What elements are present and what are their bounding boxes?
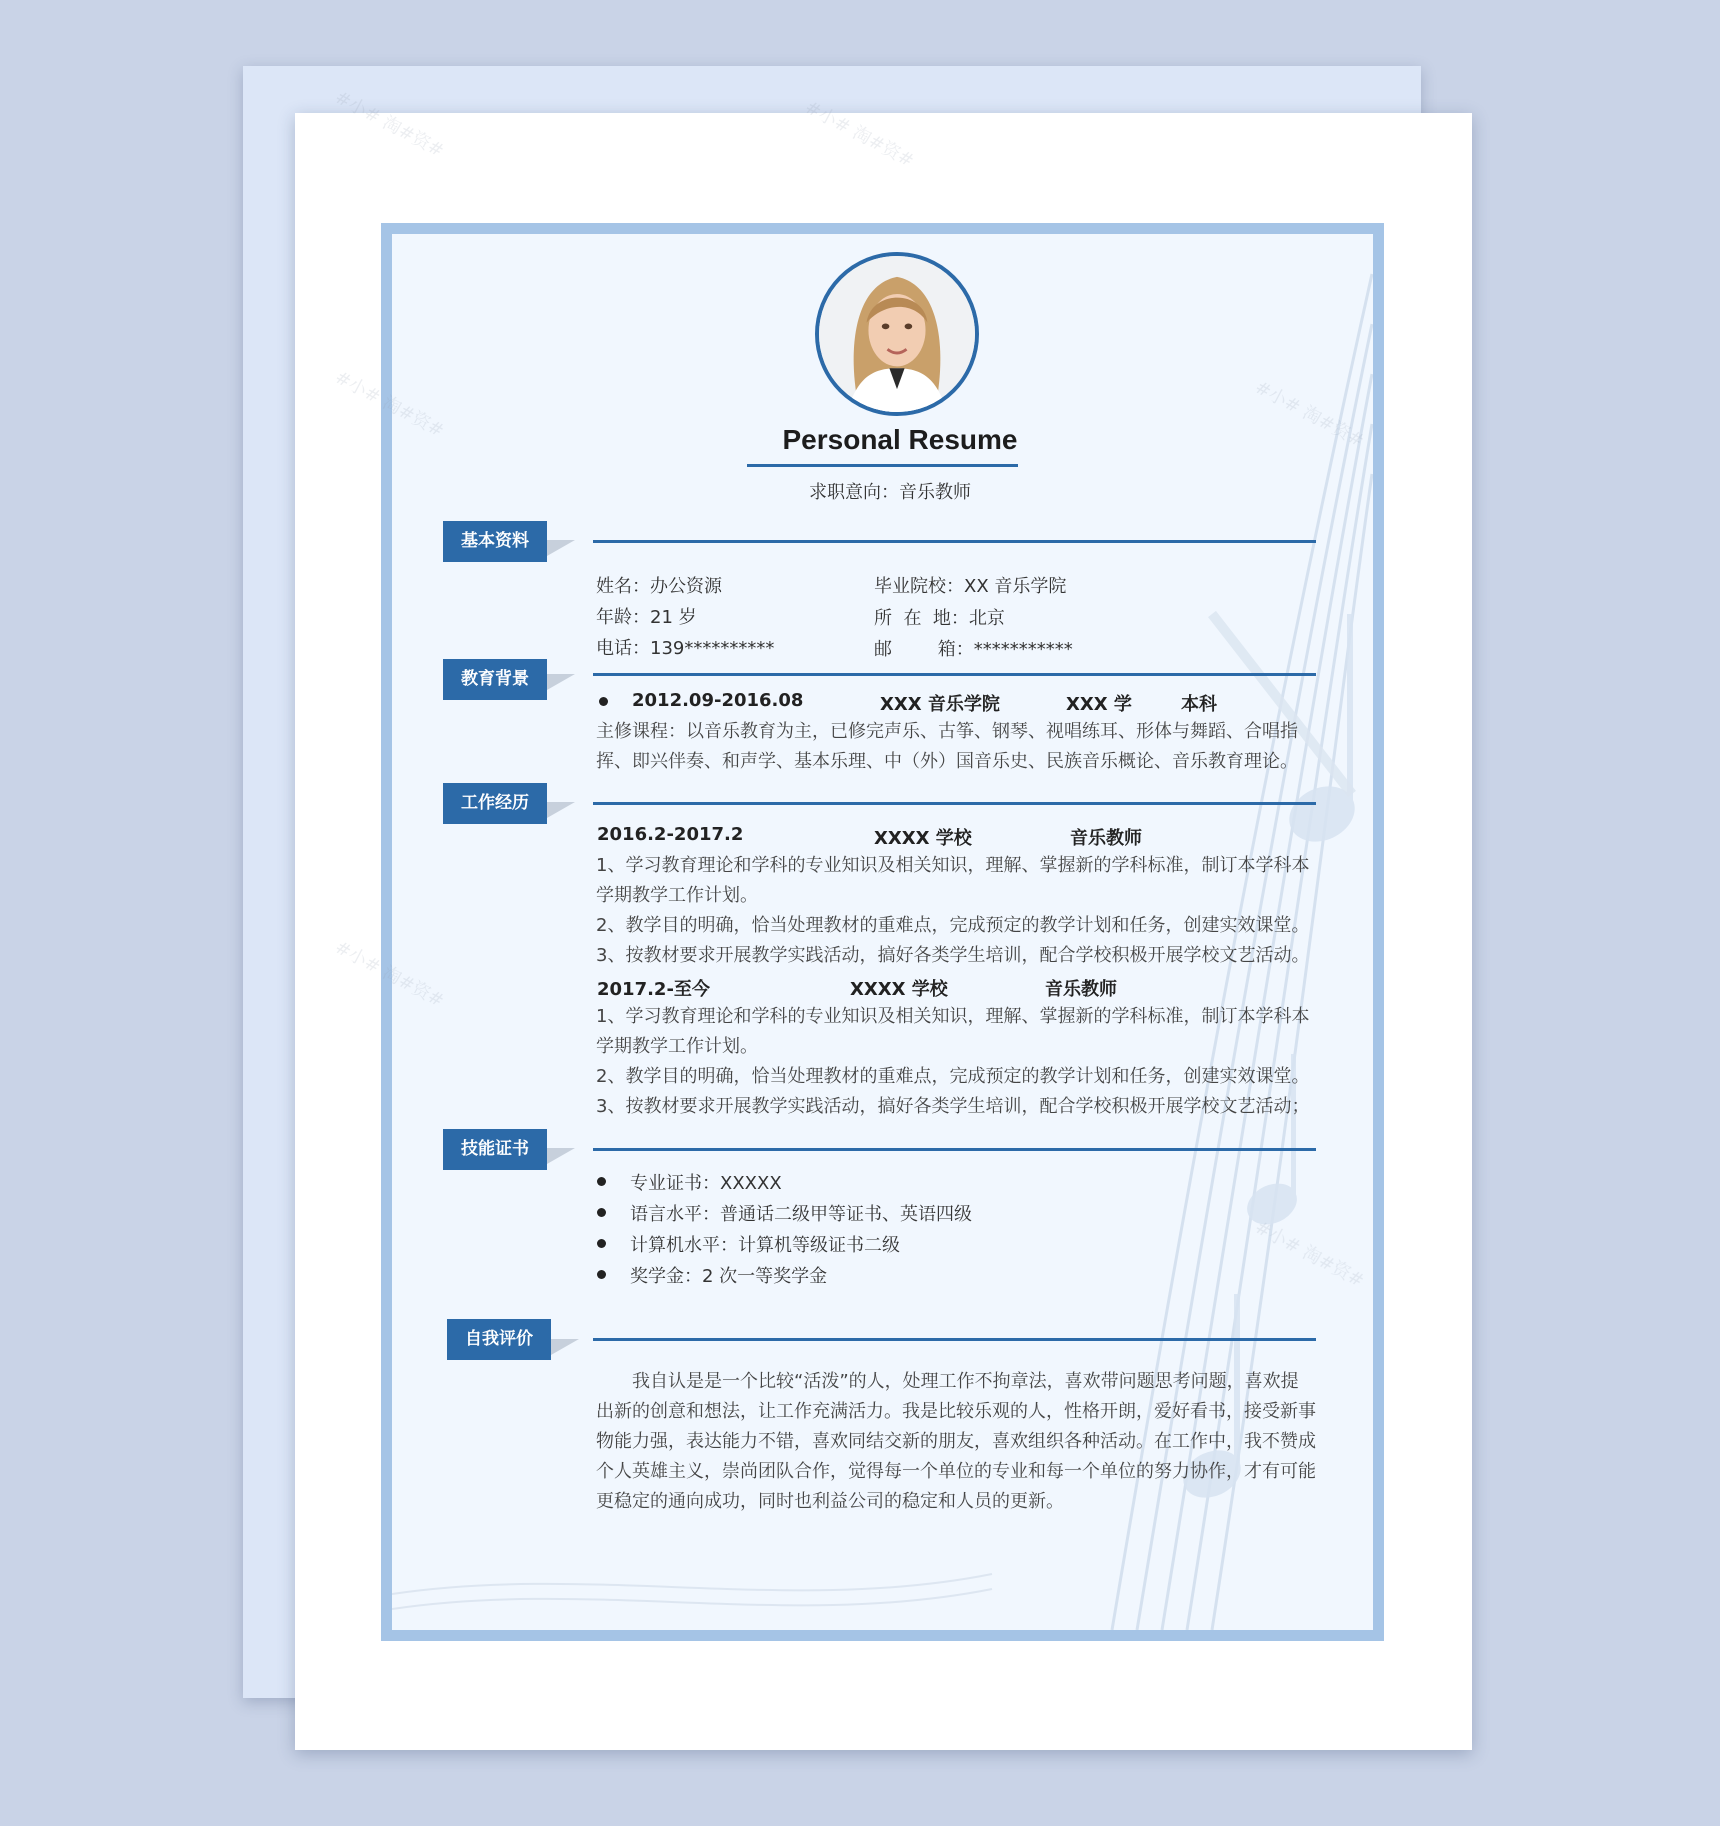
skill-item-4: 奖学金：2 次一等奖学金 [630, 1266, 828, 1287]
education-period: 2012.09-2016.08 [632, 690, 804, 711]
skill-item-1: 专业证书：XXXXX [630, 1173, 782, 1194]
section-label-basic: 基本资料 [443, 521, 547, 562]
work-2-line-3: 2、教学目的明确，恰当处理教材的重难点，完成预定的教学计划和任务，创建实效课堂。 [596, 1066, 1310, 1087]
section-line-work [593, 802, 1316, 805]
work-1-line-2: 学期教学工作计划。 [596, 885, 758, 906]
watermark-3: #小# 淘#资# [331, 366, 448, 442]
section-tail-work [547, 802, 575, 818]
section-label-work: 工作经历 [443, 783, 547, 824]
work-1-line-1: 1、学习教育理论和学科的专业知识及相关知识，理解、掌握新的学科标准，制订本学科本 [596, 855, 1310, 876]
work-1-role: 音乐教师 [1070, 828, 1142, 849]
education-degree: 本科 [1181, 694, 1217, 715]
education-courses-line-2: 挥、即兴伴奏、和声学、基本乐理、中（外）国音乐史、民族音乐概论、音乐教育理论。 [596, 751, 1298, 772]
section-line-self [593, 1338, 1316, 1341]
info-email: 邮 箱：*********** [874, 639, 1073, 660]
skill-bullet-1 [597, 1177, 606, 1186]
work-1-line-4: 3、按教材要求开展教学实践活动，搞好各类学生培训，配合学校积极开展学校文艺活动。 [596, 945, 1310, 966]
section-label-education: 教育背景 [443, 659, 547, 700]
watermark-5: #小# 淘#资# [331, 936, 448, 1012]
education-major: XXX 学 [1066, 694, 1132, 715]
work-1-org: XXXX 学校 [874, 828, 972, 849]
resume-title: Personal Resume [782, 424, 1018, 455]
section-tail-self [551, 1339, 579, 1355]
section-tail-skills [547, 1148, 575, 1164]
skill-item-3: 计算机水平：计算机等级证书二级 [630, 1235, 900, 1256]
watermark-1: #小# 淘#资# [331, 86, 448, 162]
education-school: XXX 音乐学院 [880, 694, 1000, 715]
section-line-basic [593, 540, 1316, 543]
work-2-line-4: 3、按教材要求开展教学实践活动，搞好各类学生培训，配合学校积极开展学校文艺活动； [596, 1096, 1310, 1117]
self-eval-line-5: 更稳定的通向成功，同时也利益公司的稳定和人员的更新。 [596, 1491, 1064, 1512]
work-2-org: XXXX 学校 [850, 979, 948, 1000]
watermark-4: #小# 淘#资# [1251, 376, 1368, 452]
skill-item-2: 语言水平：普通话二级甲等证书、英语四级 [630, 1204, 972, 1225]
work-2-period: 2017.2-至今 [597, 979, 710, 1000]
info-school: 毕业院校：XX 音乐学院 [874, 576, 1067, 597]
skill-bullet-3 [597, 1239, 606, 1248]
self-eval-line-3: 物能力强，表达能力不错，喜欢同结交新的朋友，喜欢组织各种活动。在工作中，我不赞成 [596, 1431, 1316, 1452]
work-2-line-2: 学期教学工作计划。 [596, 1036, 758, 1057]
skill-bullet-4 [597, 1270, 606, 1279]
section-label-skills: 技能证书 [443, 1129, 547, 1170]
section-tail-basic [547, 540, 575, 556]
skill-bullet-2 [597, 1208, 606, 1217]
work-2-role: 音乐教师 [1045, 979, 1117, 1000]
self-eval-line-2: 出新的创意和想法，让工作充满活力。我是比较乐观的人，性格开朗，爱好看书，接受新事 [596, 1401, 1316, 1422]
info-name: 姓名：办公资源 [596, 576, 722, 597]
info-phone: 电话：139********** [596, 638, 775, 659]
watermark-6: #小# 淘#资# [1251, 1216, 1368, 1292]
section-label-self: 自我评价 [447, 1319, 551, 1360]
self-eval-line-4: 个人英雄主义，崇尚团队合作，觉得每一个单位的专业和每一个单位的努力协作，才有可能 [596, 1461, 1316, 1482]
watermark-2: #小# 淘#资# [801, 96, 918, 172]
self-eval-line-1: 我自认是是一个比较“活泼”的人，处理工作不拘章法，喜欢带问题思考问题，喜欢提 [632, 1371, 1299, 1392]
job-objective: 求职意向：音乐教师 [809, 482, 971, 503]
education-bullet [599, 697, 608, 706]
section-line-education [593, 673, 1316, 676]
section-tail-education [547, 674, 575, 690]
info-age: 年龄：21 岁 [596, 607, 697, 628]
info-location: 所 在 地：北京 [874, 608, 1005, 629]
portrait-illustration [819, 256, 975, 412]
section-line-skills [593, 1148, 1316, 1151]
work-1-line-3: 2、教学目的明确，恰当处理教材的重难点，完成预定的教学计划和任务，创建实效课堂。 [596, 915, 1310, 936]
profile-photo [815, 252, 979, 416]
title-underline [747, 464, 1018, 467]
work-1-period: 2016.2-2017.2 [597, 824, 744, 845]
education-courses-line-1: 主修课程：以音乐教育为主，已修完声乐、古筝、钢琴、视唱练耳、形体与舞蹈、合唱指 [596, 721, 1298, 742]
work-2-line-1: 1、学习教育理论和学科的专业知识及相关知识，理解、掌握新的学科标准，制订本学科本 [596, 1006, 1310, 1027]
